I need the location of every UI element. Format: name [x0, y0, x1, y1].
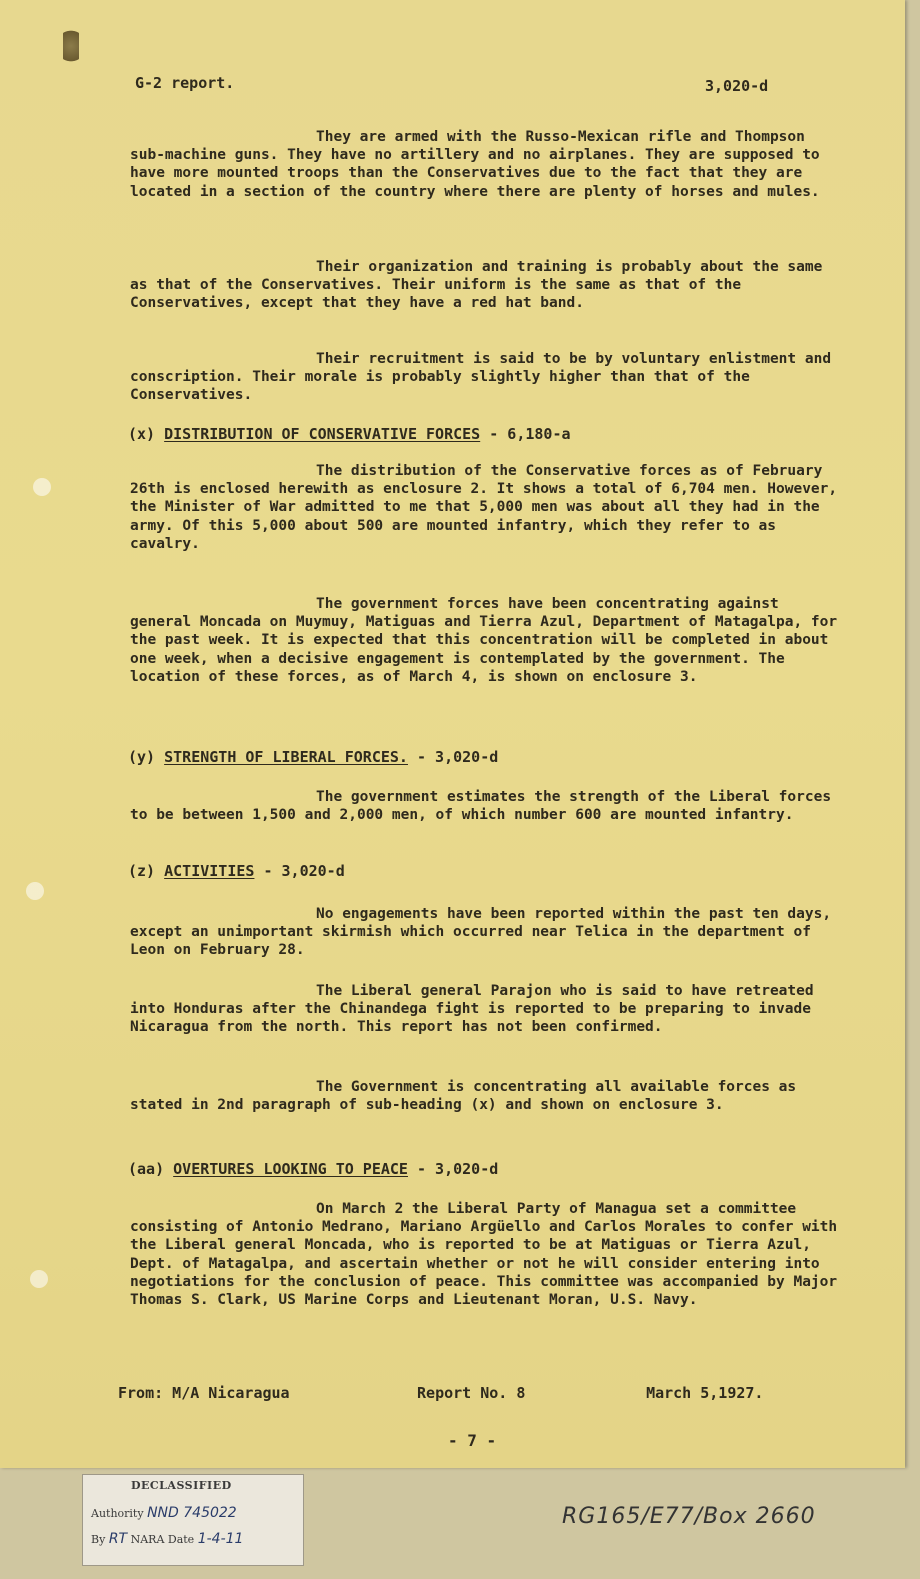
paragraph: The government estimates the strength of the Liberal forces to be between 1,500 and 2,000 men, of which number 600 are mounted infantry. — [130, 789, 832, 824]
heading-prefix: (x) — [128, 425, 156, 443]
stamp-by-label: By — [91, 1533, 106, 1546]
paragraph: On March 2 the Liberal Party of Managua set a committee consisting of Antonio Medrano, Mariano Argüello and Carlos Morales to confer with the Liberal general Moncada, who is reported to be at Matiguas or Tierra Azul, Dept. of Matagalpa, and ascertain whether or not he will consider entering into negotiations for the conclusion of peace. This committee was accompanied by Major Thomas S. Clark, US Marine Corps and Lieutenant Moran, U.S. Navy. — [130, 1201, 838, 1309]
heading-title: ACTIVITIES — [164, 862, 255, 880]
stamp-nara-label: NARA Date — [130, 1533, 195, 1546]
heading-prefix: (z) — [128, 862, 156, 880]
footer-report-number: Report No. 8 — [417, 1384, 526, 1402]
stamp-nara-value: 1-4-11 — [197, 1531, 244, 1547]
stamp-authority — [91, 1505, 237, 1521]
heading-title: OVERTURES LOOKING TO PEACE — [173, 1160, 408, 1178]
paragraph: Their recruitment is said to be by voluntary enlistment and conscription. Their morale is probably slightly higher than that of the Conservatives. — [130, 351, 832, 404]
page-number: - 7 - — [448, 1431, 497, 1450]
declassified-stamp — [82, 1474, 304, 1566]
archive-reference: RG165/E77/Box 2660 — [562, 1504, 816, 1529]
paragraph: The government forces have been concentrating against general Moncada on Muymuy, Matiguas and Tierra Azul, Department of Matagalpa, for the past week. It is expected that this concentration will be completed in about one week, when a decisive engagement is contemplated by the government. The location of these forces, as of March 4, is shown on enclosure 3. — [130, 596, 838, 685]
paragraph: The distribution of the Conservative forces as of February 26th is enclosed herewith as enclosure 2. It shows a total of 6,704 men. However, the Minister of War admitted to me that 5,000 men was about all they had in the army. Of this 5,000 about 500 are mounted infantry, which they refer to as cavalry. — [130, 463, 838, 552]
file-code: 3,020-d — [705, 77, 769, 95]
heading-code: - 3,020-d — [417, 748, 499, 766]
stamp-authority-label: Authority — [91, 1507, 144, 1520]
section-heading-x — [128, 425, 571, 443]
heading-code: - 3,020-d — [263, 862, 345, 880]
paragraph: Their organization and training is probably about the same as that of the Conservatives. Their uniform is the same as that of the Conservatives, except that they have a red hat band. — [130, 259, 823, 312]
stamp-title: DECLASSIFIED — [131, 1479, 232, 1492]
heading-code: - 6,180-a — [489, 425, 571, 443]
footer-date: March 5,1927. — [646, 1384, 764, 1402]
heading-code: - 3,020-d — [417, 1160, 499, 1178]
stamp-by — [91, 1531, 243, 1547]
paragraph: No engagements have been reported within the past ten days, except an unimportant skirmish which occurred near Telica in the department of Leon on February 28. — [130, 906, 832, 959]
stamp-authority-value: NND 745022 — [147, 1505, 237, 1521]
heading-title: STRENGTH OF LIBERAL FORCES. — [164, 748, 408, 766]
paragraph: They are armed with the Russo-Mexican rifle and Thompson sub-machine guns. They have no artillery and no airplanes. They are supposed to have more mounted troops than the Conservatives due to the fact that they are located in a section of the country where there are plenty of horses and mules. — [130, 129, 820, 200]
footer-from: From: M/A Nicaragua — [118, 1384, 290, 1402]
section-heading-z — [128, 862, 345, 880]
heading-prefix: (y) — [128, 748, 156, 766]
report-type: G-2 report. — [135, 74, 235, 92]
heading-prefix: (aa) — [128, 1160, 165, 1178]
paragraph: The Government is concentrating all available forces as stated in 2nd paragraph of sub-heading (x) and shown on enclosure 3. — [130, 1079, 797, 1114]
section-heading-y — [128, 748, 498, 766]
report-footer — [118, 1384, 798, 1402]
paragraph: The Liberal general Parajon who is said to have retreated into Honduras after the Chinandega fight is reported to be preparing to invade Nicaragua from the north. This report has not been confirmed. — [130, 983, 814, 1036]
section-heading-aa — [128, 1160, 498, 1178]
heading-title: DISTRIBUTION OF CONSERVATIVE FORCES — [164, 425, 481, 443]
stamp-by-value: RT — [108, 1531, 128, 1547]
